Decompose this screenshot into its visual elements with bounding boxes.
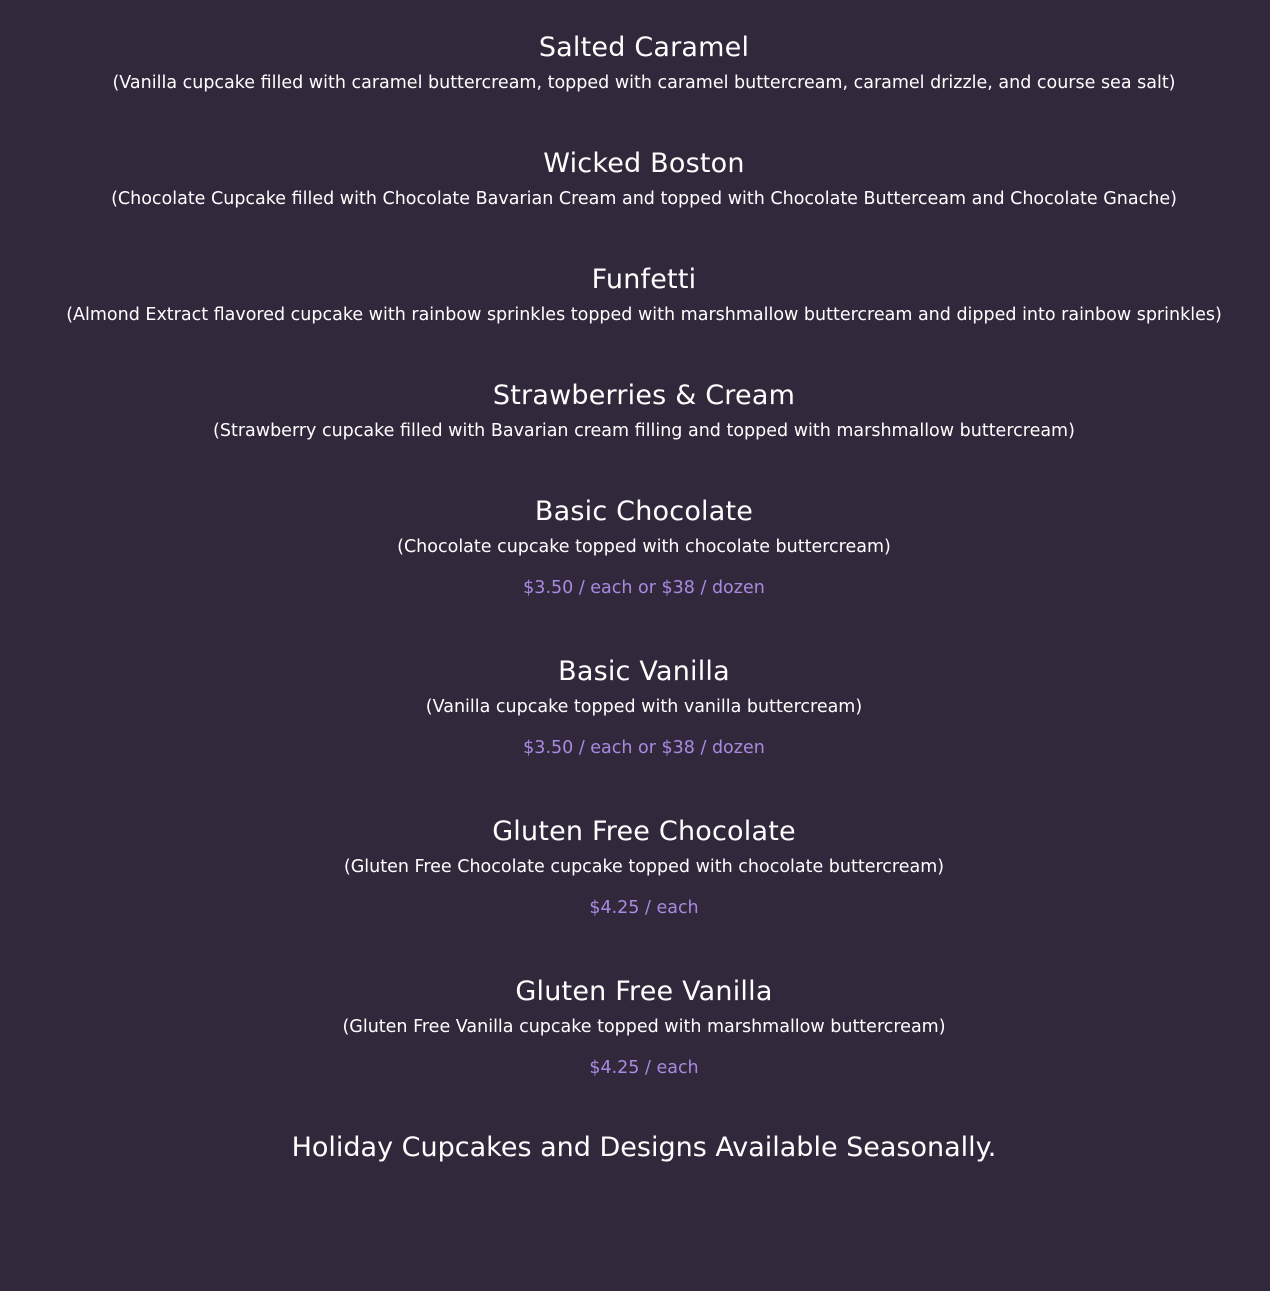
item-price: $4.25 / each [589, 1058, 699, 1078]
item-description: (Vanilla cupcake filled with caramel buttercream, topped with caramel buttercream, caramel drizzle, and course sea salt) [112, 73, 1176, 93]
item-title: Wicked Boston [543, 148, 745, 179]
menu-item-wicked-boston [18, 146, 1270, 211]
item-title: Basic Chocolate [534, 496, 754, 527]
menu-item-funfetti [18, 262, 1270, 327]
item-price: $3.50 / each or $38 / dozen [523, 578, 765, 598]
item-title: Salted Caramel [538, 32, 750, 63]
item-title: Gluten Free Vanilla [515, 976, 773, 1007]
item-description: (Gluten Free Chocolate cupcake topped with chocolate buttercream) [343, 857, 945, 877]
seasonal-note: Holiday Cupcakes and Designs Available Seasonally. [291, 1132, 997, 1163]
menu-item-gluten-free-chocolate [18, 814, 1270, 920]
menu-item-basic-vanilla [18, 654, 1270, 760]
menu-item-strawberries-cream [18, 378, 1270, 443]
item-description: (Gluten Free Vanilla cupcake topped with marshmallow buttercream) [342, 1017, 946, 1037]
item-price: $4.25 / each [589, 898, 699, 918]
menu-item-salted-caramel [18, 30, 1270, 95]
item-description: (Chocolate cupcake topped with chocolate buttercream) [397, 537, 891, 557]
menu-item-basic-chocolate [18, 494, 1270, 600]
item-description: (Almond Extract flavored cupcake with rainbow sprinkles topped with marshmallow buttercream and dipped into rainbow sprinkles) [66, 305, 1222, 325]
item-title: Funfetti [591, 264, 697, 295]
menu-item-gluten-free-vanilla [18, 974, 1270, 1080]
item-description: (Vanilla cupcake topped with vanilla buttercream) [425, 697, 863, 717]
item-price: $3.50 / each or $38 / dozen [523, 738, 765, 758]
item-title: Basic Vanilla [558, 656, 730, 687]
item-title: Gluten Free Chocolate [492, 816, 796, 847]
item-description: (Strawberry cupcake filled with Bavarian cream filling and topped with marshmallow buttercream) [213, 421, 1075, 441]
item-title: Strawberries & Cream [492, 380, 796, 411]
item-description: (Chocolate Cupcake filled with Chocolate Bavarian Cream and topped with Chocolate Butterceam and Chocolate Gnache) [111, 189, 1177, 209]
